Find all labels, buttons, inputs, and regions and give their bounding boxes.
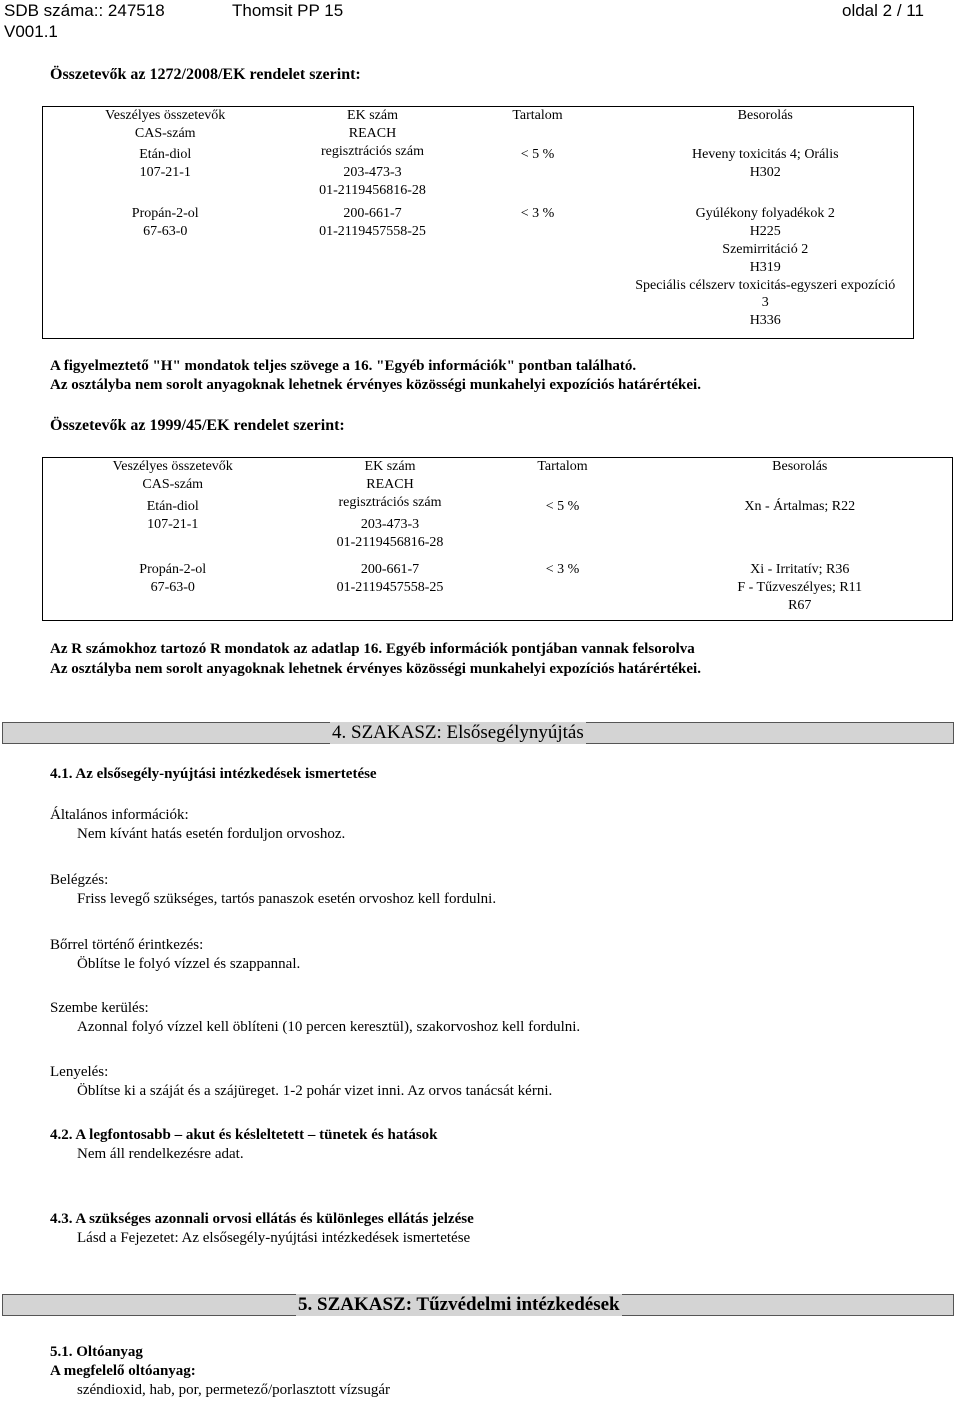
inhalation-label: Belégzés: bbox=[50, 872, 109, 888]
table-row: Propán-2-ol 67-63-0 200-661-7 01-2119457558-25 < 3 % Xi - Irritatív; R36 F - Tűzveszélyes; R11 R67 bbox=[139, 562, 863, 613]
page-number: oldal 2 / 11 bbox=[842, 1, 924, 20]
product-name: Thomsit PP 15 bbox=[232, 1, 344, 20]
skin-contact-label: Bőrrel történő érintkezés: bbox=[50, 937, 204, 953]
col-header-content: Tartalom bbox=[537, 459, 588, 474]
section4-1-heading: 4.1. Az elsősegély-nyújtási intézkedések ismertetése bbox=[50, 766, 377, 782]
ingestion-label: Lenyelés: bbox=[50, 1064, 109, 1080]
dpd-note-r-phrases: Az R számokhoz tartozó R mondatok az adatlap 16. Egyéb információk pontjában vannak felsorolva bbox=[50, 641, 695, 657]
dpd-note-exposure: Az osztályba nem sorolt anyagoknak lehetnek érvényes közösségi munkahelyi expozíciós határértékei. bbox=[50, 661, 701, 677]
inhalation-text: Friss levegő szükséges, tartós panaszok esetén orvoshoz kell fordulni. bbox=[77, 891, 497, 907]
col-header-ek: EK szám REACH regisztrációs szám bbox=[338, 459, 442, 510]
table-row: Propán-2-ol 67-63-0 200-661-7 01-2119457558-25 < 3 % Gyúlékony folyadékok 2 H225 Szemirritáció 2 H319 Speciális célszerv toxicitás-egyszeri expozíció 3 H336 bbox=[131, 206, 896, 329]
dpd-title: Összetevők az 1999/45/EK rendelet szerint: bbox=[50, 417, 345, 434]
section4-title: 4. SZAKASZ: Elsősegélynyújtás bbox=[332, 722, 584, 743]
col-header-component: Veszélyes összetevők CAS-szám bbox=[105, 108, 226, 141]
col-header-classification: Besorolás bbox=[772, 459, 828, 474]
section4-3-heading: 4.3. A szükséges azonnali orvosi ellátás és különleges ellátás jelzése bbox=[50, 1211, 474, 1227]
extinguishing-label: A megfelelő oltóanyag: bbox=[50, 1363, 196, 1379]
section4-2-text: Nem áll rendelkezésre adat. bbox=[77, 1146, 244, 1162]
table-row: Etán-diol 107-21-1 203-473-3 01-2119456816-28 < 5 % Heveny toxicitás 4; Orális H302 bbox=[139, 146, 839, 198]
col-header-component: Veszélyes összetevők CAS-szám bbox=[112, 459, 233, 492]
eye-contact-text: Azonnal folyó vízzel kell öblíteni (10 percen keresztül), szakorvoshoz kell fordulni. bbox=[77, 1019, 581, 1035]
section5-title: 5. SZAKASZ: Tűzvédelmi intézkedések bbox=[298, 1294, 620, 1315]
ingestion-text: Öblítse ki a száját és a szájüreget. 1-2 pohár vizet inni. Az orvos tanácsát kérni. bbox=[77, 1083, 553, 1099]
sdb-number: SDB száma:: 247518 bbox=[4, 1, 165, 20]
clp-title: Összetevők az 1272/2008/EK rendelet szerint: bbox=[50, 66, 361, 83]
col-header-ek: EK szám REACH regisztrációs szám bbox=[320, 108, 424, 159]
col-header-classification: Besorolás bbox=[737, 108, 793, 123]
general-info-label: Általános információk: bbox=[50, 807, 189, 823]
dpd-components-table bbox=[42, 457, 953, 621]
eye-contact-label: Szembe kerülés: bbox=[50, 1000, 149, 1016]
general-info-text: Nem kívánt hatás esetén forduljon orvoshoz. bbox=[77, 826, 346, 842]
col-header-content: Tartalom bbox=[512, 108, 563, 123]
clp-components-table bbox=[42, 106, 914, 339]
version: V001.1 bbox=[4, 22, 58, 41]
table-row: Etán-diol 107-21-1 203-473-3 01-2119456816-28 < 5 % Xn - Ártalmas; R22 bbox=[146, 499, 856, 551]
section4-2-heading: 4.2. A legfontosabb – akut és késleltetett – tünetek és hatások bbox=[50, 1127, 438, 1143]
skin-contact-text: Öblítse le folyó vízzel és szappannal. bbox=[77, 956, 301, 972]
section4-3-text: Lásd a Fejezetet: Az elsősegély-nyújtási intézkedések ismertetése bbox=[77, 1230, 471, 1246]
extinguishing-text: széndioxid, hab, por, permetező/porlasztott vízsugár bbox=[77, 1382, 391, 1398]
section5-1-heading: 5.1. Oltóanyag bbox=[50, 1344, 143, 1360]
clp-note-h-statements: A figyelmeztető "H" mondatok teljes szövege a 16. "Egyéb információk" pontban található. bbox=[50, 358, 637, 374]
clp-note-exposure: Az osztályba nem sorolt anyagoknak lehetnek érvényes közösségi munkahelyi expozíciós határértékei. bbox=[50, 377, 701, 393]
